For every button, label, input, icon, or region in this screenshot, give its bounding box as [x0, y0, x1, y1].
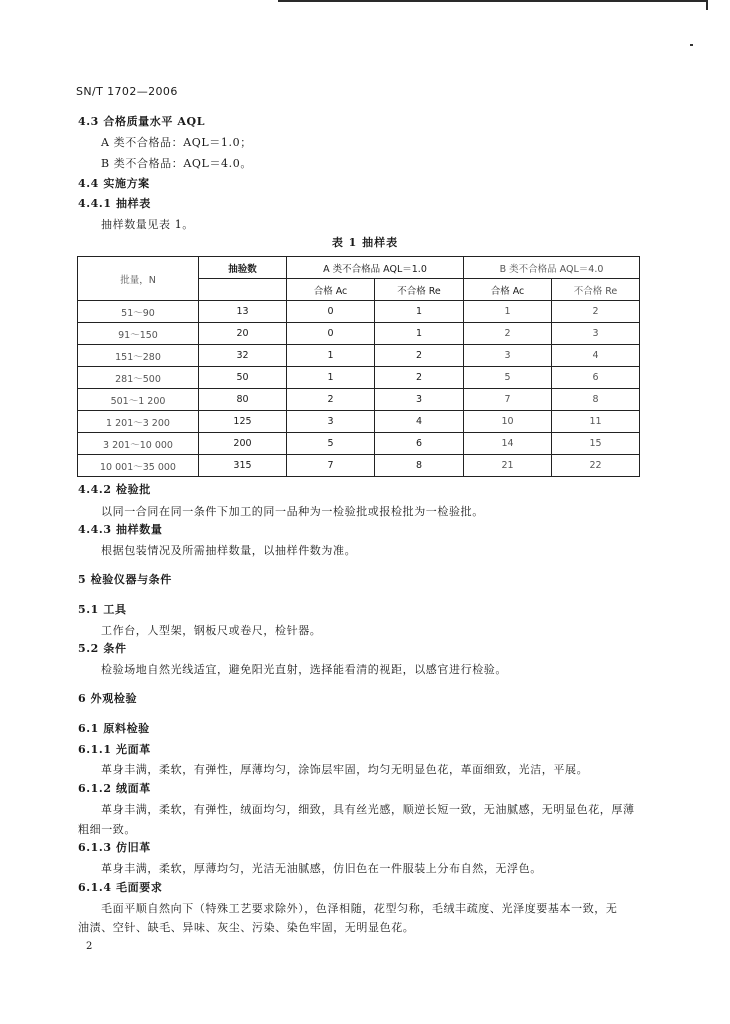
class-a-re-header: 不合格 Re: [375, 279, 464, 301]
sample-size-cell: 13: [199, 301, 287, 323]
lot-size-cell: 51～90: [78, 301, 199, 323]
class-b-ac-cell: 2: [464, 323, 552, 345]
scan-artifact: [690, 44, 693, 46]
class-b-ac-header: 合格 Ac: [464, 279, 552, 301]
scan-edge-top: [278, 0, 708, 2]
class-b-re-cell: 15: [552, 433, 640, 455]
standard-code: SN/T 1702—2006: [76, 85, 178, 98]
lot-size-cell: 10 001～35 000: [78, 455, 199, 477]
section-heading: 6.1.3 仿旧革: [78, 841, 151, 854]
lot-size-cell: 151～280: [78, 345, 199, 367]
table-body: [78, 301, 640, 477]
body-text: 革身丰满，柔软，厚薄均匀，光洁无油腻感，仿旧色在一件服装上分布自然，无浮色。: [101, 862, 542, 875]
class-a-re-cell: 8: [375, 455, 464, 477]
table-row: [78, 301, 640, 323]
section-heading: 6.1 原料检验: [78, 722, 150, 735]
section-heading: 4.4.2 检验批: [78, 483, 151, 496]
class-a-ac-cell: 2: [287, 389, 375, 411]
sample-size-cell: 50: [199, 367, 287, 389]
class-b-ac-cell: 5: [464, 367, 552, 389]
section-heading: 5.1 工具: [78, 603, 127, 616]
lot-size-cell: 91～150: [78, 323, 199, 345]
class-a-re-cell: 4: [375, 411, 464, 433]
lot-size-cell: 3 201～10 000: [78, 433, 199, 455]
class-b-re-cell: 11: [552, 411, 640, 433]
body-text: B 类不合格品：AQL＝4.0。: [101, 157, 252, 170]
class-a-ac-cell: 0: [287, 323, 375, 345]
section-heading: 6.1.2 绒面革: [78, 782, 151, 795]
scan-edge-corner: [706, 0, 708, 10]
table-row: [78, 367, 640, 389]
body-text: 油渍、空针、缺毛、异味、灰尘、污染、染色牢固，无明显色花。: [78, 921, 415, 934]
class-b-re-cell: 2: [552, 301, 640, 323]
sampling-table: [77, 256, 640, 477]
class-a-re-cell: 1: [375, 323, 464, 345]
class-b-re-cell: 6: [552, 367, 640, 389]
body-text: A 类不合格品：AQL＝1.0；: [101, 136, 252, 149]
sample-size-cell: 32: [199, 345, 287, 367]
body-text: 根据包装情况及所需抽样数量，以抽样件数为准。: [101, 544, 357, 557]
class-b-ac-cell: 14: [464, 433, 552, 455]
class-b-ac-cell: 21: [464, 455, 552, 477]
table-row: [78, 345, 640, 367]
section-heading: 4.4.1 抽样表: [78, 197, 151, 210]
table-row: [78, 389, 640, 411]
class-a-re-cell: 2: [375, 345, 464, 367]
table-row: [78, 411, 640, 433]
class-b-re-cell: 22: [552, 455, 640, 477]
section-heading: 6.1.4 毛面要求: [78, 881, 163, 894]
table-row: [78, 323, 640, 345]
class-b-re-cell: 4: [552, 345, 640, 367]
table-title: 表 1 抽样表: [331, 236, 399, 249]
table-row: [78, 455, 640, 477]
body-text: 粗细一致。: [78, 823, 136, 836]
lot-size-cell: 281～500: [78, 367, 199, 389]
body-text: 毛面平顺自然向下（特殊工艺要求除外），色泽相随，花型匀称，毛绒丰疏度、光泽度要基本一致，无: [101, 902, 618, 915]
lot-size-cell: 1 201～3 200: [78, 411, 199, 433]
body-text: 以同一合同在同一条件下加工的同一品种为一检验批或报检批为一检验批。: [101, 505, 484, 518]
class-b-ac-cell: 3: [464, 345, 552, 367]
class-b-re-header: 不合格 Re: [552, 279, 640, 301]
body-text: 革身丰满，柔软，有弹性，绒面均匀，细致，具有丝光感，顺逆长短一致，无油腻感，无明显色花，厚薄: [101, 803, 635, 816]
sample-size-cell: 125: [199, 411, 287, 433]
section-heading: 6.1.1 光面革: [78, 743, 151, 756]
lot-size-header: 批量，N: [78, 257, 199, 301]
class-b-ac-cell: 1: [464, 301, 552, 323]
lot-size-cell: 501～1 200: [78, 389, 199, 411]
class-a-re-cell: 3: [375, 389, 464, 411]
body-text: 工作台，人型架，钢板尺或卷尺，检针器。: [101, 624, 322, 637]
class-b-re-cell: 8: [552, 389, 640, 411]
sample-size-cell: 80: [199, 389, 287, 411]
section-heading: 4.4.3 抽样数量: [78, 523, 163, 536]
page-number: 2: [86, 941, 93, 952]
class-a-ac-cell: 7: [287, 455, 375, 477]
class-b-re-cell: 3: [552, 323, 640, 345]
sample-size-subheader: [199, 279, 287, 301]
sample-size-cell: 315: [199, 455, 287, 477]
section-heading: 4.3 合格质量水平 AQL: [78, 115, 206, 128]
class-a-re-cell: 6: [375, 433, 464, 455]
sample-size-cell: 20: [199, 323, 287, 345]
sample-size-cell: 200: [199, 433, 287, 455]
section-heading: 6 外观检验: [78, 692, 138, 705]
class-a-ac-header: 合格 Ac: [287, 279, 375, 301]
body-text: 革身丰满，柔软，有弹性，厚薄均匀，涂饰层牢固，均匀无明显色花，革面细致，光洁，平展。: [101, 763, 589, 776]
class-a-ac-cell: 0: [287, 301, 375, 323]
class-a-ac-cell: 5: [287, 433, 375, 455]
body-text: 抽样数量见表 1。: [101, 218, 194, 231]
class-b-header: B 类不合格品 AQL＝4.0: [464, 257, 640, 279]
sample-size-header: 抽验数: [199, 257, 287, 279]
table-header-row: [78, 257, 640, 279]
class-a-ac-cell: 1: [287, 345, 375, 367]
class-a-re-cell: 1: [375, 301, 464, 323]
table-row: [78, 433, 640, 455]
class-a-header: A 类不合格品 AQL＝1.0: [287, 257, 464, 279]
class-b-ac-cell: 7: [464, 389, 552, 411]
class-b-ac-cell: 10: [464, 411, 552, 433]
class-a-ac-cell: 1: [287, 367, 375, 389]
section-heading: 5 检验仪器与条件: [78, 573, 172, 586]
body-text: 检验场地自然光线适宜，避免阳光直射，选择能看清的视距，以感官进行检验。: [101, 663, 507, 676]
section-heading: 4.4 实施方案: [78, 177, 150, 190]
class-a-ac-cell: 3: [287, 411, 375, 433]
class-a-re-cell: 2: [375, 367, 464, 389]
section-heading: 5.2 条件: [78, 642, 127, 655]
